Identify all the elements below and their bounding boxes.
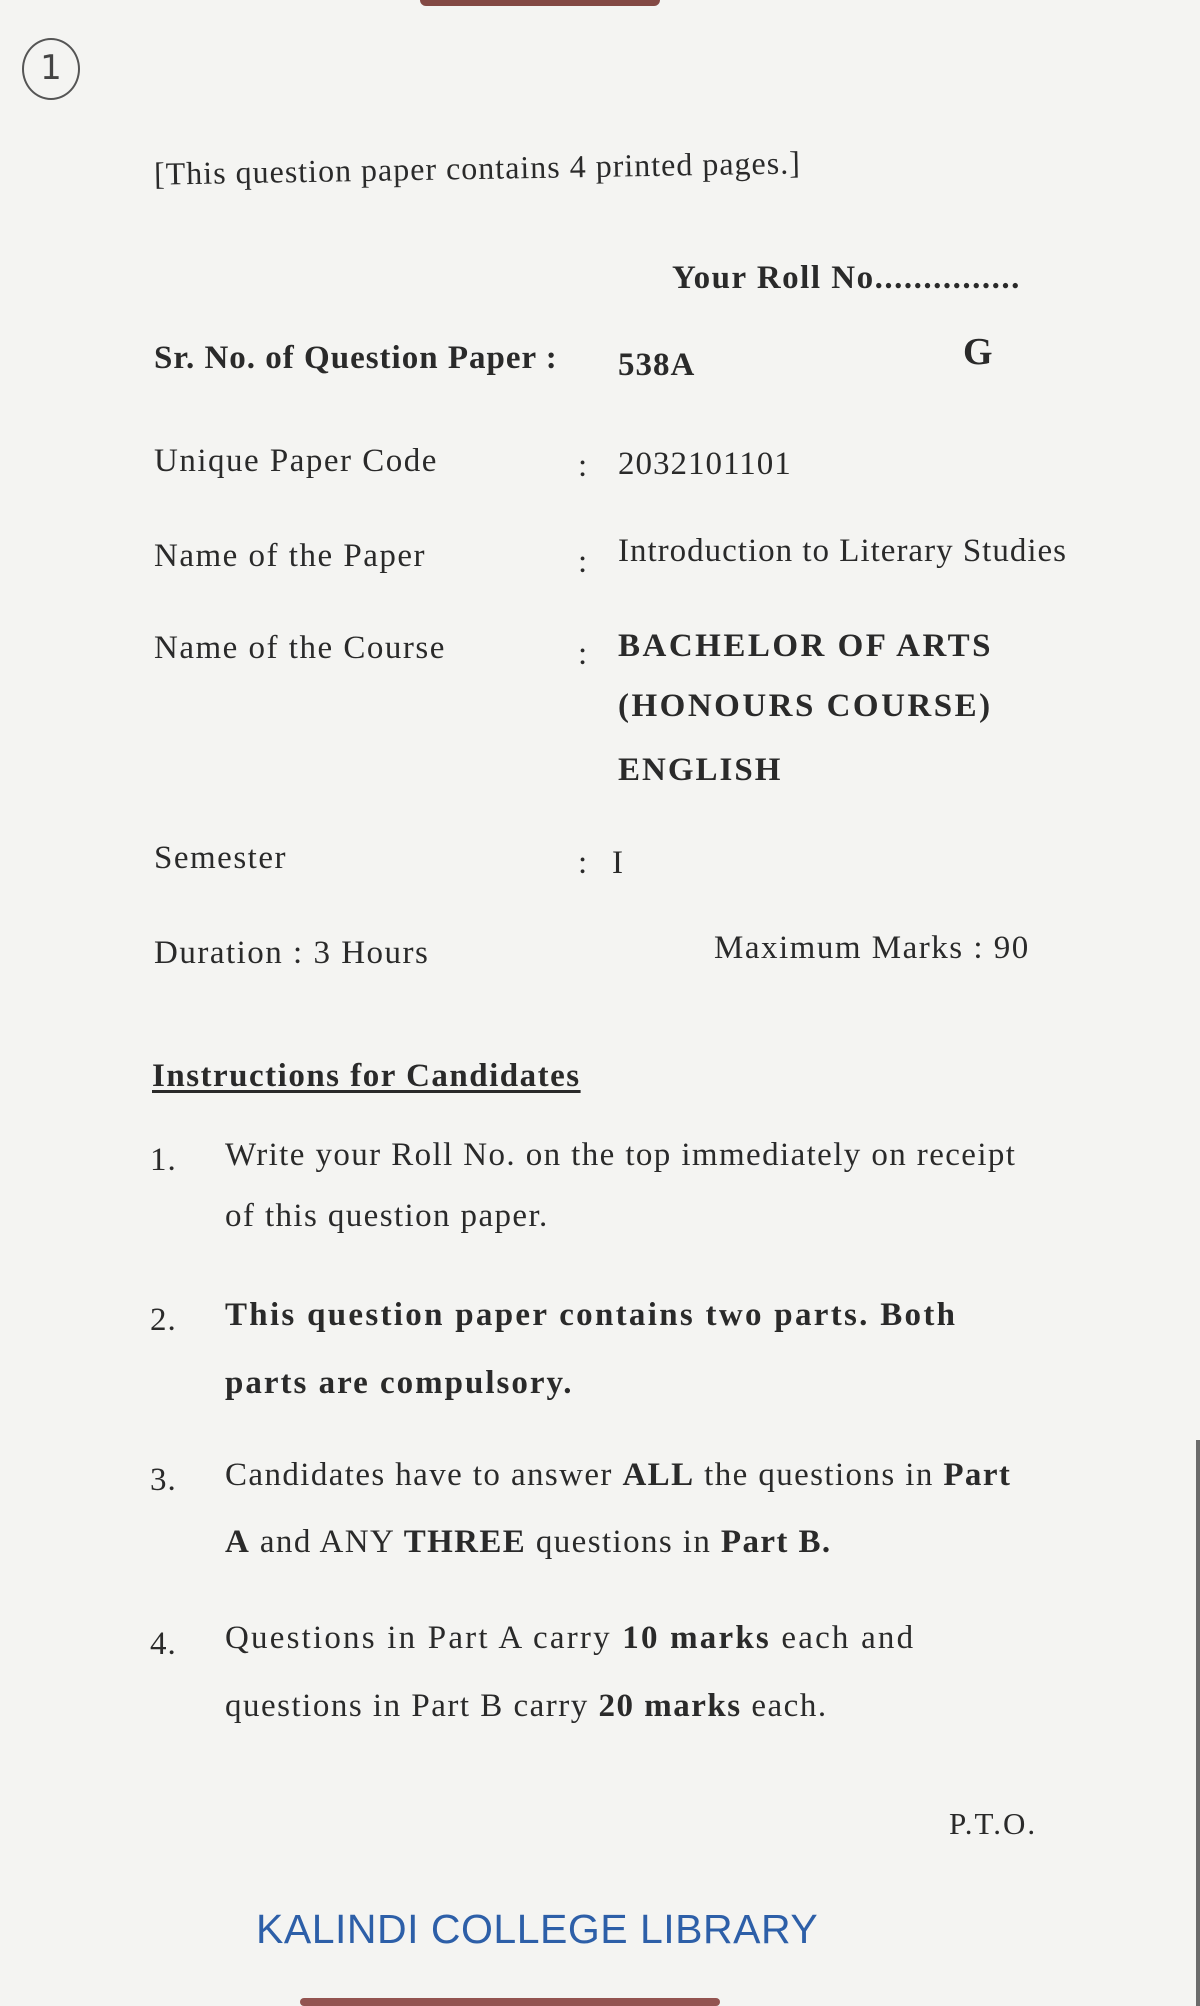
- paper-name-label: Name of the Paper: [154, 538, 426, 574]
- instruction-text-segment: the questions in: [694, 1457, 944, 1493]
- library-stamp: KALINDI COLLEGE LIBRARY: [256, 1906, 819, 1952]
- instruction-bold-segment: 20 marks: [598, 1688, 742, 1724]
- instruction-text: Write your Roll No. on the top immediately on receipt: [225, 1137, 1017, 1173]
- semester-value: I: [612, 845, 624, 881]
- bottom-edge-mark: [300, 1998, 720, 2006]
- instruction-bold-segment: A: [225, 1524, 251, 1560]
- semester-label: Semester: [154, 840, 287, 876]
- colon: :: [578, 636, 589, 672]
- paper-name-value: Introduction to Literary Studies: [618, 533, 1067, 569]
- instruction-number: 1.: [150, 1142, 177, 1178]
- instruction-text-segment: Questions in Part A carry: [225, 1620, 623, 1656]
- instruction-bold-segment: Part B.: [720, 1524, 832, 1560]
- circled-page-number: 1: [22, 38, 80, 100]
- instruction-text: of this question paper.: [225, 1198, 549, 1234]
- roll-number-field: Your Roll No...............: [672, 260, 1021, 296]
- maximum-marks: Maximum Marks : 90: [714, 930, 1030, 966]
- colon: :: [578, 448, 589, 484]
- instruction-bold-segment: Part: [943, 1457, 1012, 1493]
- serial-number-value: 538A: [618, 347, 696, 383]
- colon: :: [578, 845, 589, 881]
- please-turn-over: P.T.O.: [949, 1806, 1038, 1841]
- instruction-text-segment: questions in: [526, 1524, 721, 1560]
- instruction-text-segment: each and: [770, 1620, 916, 1656]
- set-letter: G: [963, 331, 994, 373]
- colon: :: [578, 544, 589, 580]
- instruction-text: [225, 1457, 1011, 1494]
- instruction-text-segment: Candidates have to answer: [225, 1457, 623, 1493]
- instruction-number: 2.: [150, 1302, 177, 1338]
- course-name-line: ENGLISH: [618, 752, 783, 788]
- unique-paper-code-value: 2032101101: [618, 446, 792, 482]
- page-edge-shadow: [1196, 1440, 1200, 2006]
- duration: Duration : 3 Hours: [154, 935, 430, 971]
- instruction-number: 3.: [150, 1462, 177, 1498]
- instruction-number: 4.: [150, 1626, 177, 1662]
- instruction-text: This question paper contains two parts. Both: [225, 1297, 958, 1333]
- instruction-text: parts are compulsory.: [225, 1365, 574, 1401]
- instructions-heading: Instructions for Candidates: [152, 1058, 581, 1094]
- instruction-text: [225, 1688, 828, 1725]
- instruction-text-segment: each.: [741, 1688, 828, 1724]
- top-edge-mark: [420, 0, 660, 6]
- serial-number-label: Sr. No. of Question Paper :: [154, 340, 558, 376]
- instruction-text-segment: and ANY: [250, 1524, 404, 1560]
- course-name-label: Name of the Course: [154, 630, 446, 666]
- instruction-text-segment: questions in Part B carry: [225, 1688, 599, 1724]
- instruction-text: [225, 1524, 832, 1561]
- instruction-bold-segment: 10 marks: [622, 1620, 771, 1656]
- printed-pages-note: [This question paper contains 4 printed pages.]: [153, 144, 802, 192]
- instruction-bold-segment: ALL: [622, 1457, 695, 1493]
- instruction-text: [225, 1620, 915, 1657]
- instruction-bold-segment: THREE: [403, 1524, 527, 1560]
- unique-paper-code-label: Unique Paper Code: [154, 443, 438, 479]
- course-name-line: BACHELOR OF ARTS: [618, 628, 994, 664]
- course-name-line: (HONOURS COURSE): [618, 688, 993, 724]
